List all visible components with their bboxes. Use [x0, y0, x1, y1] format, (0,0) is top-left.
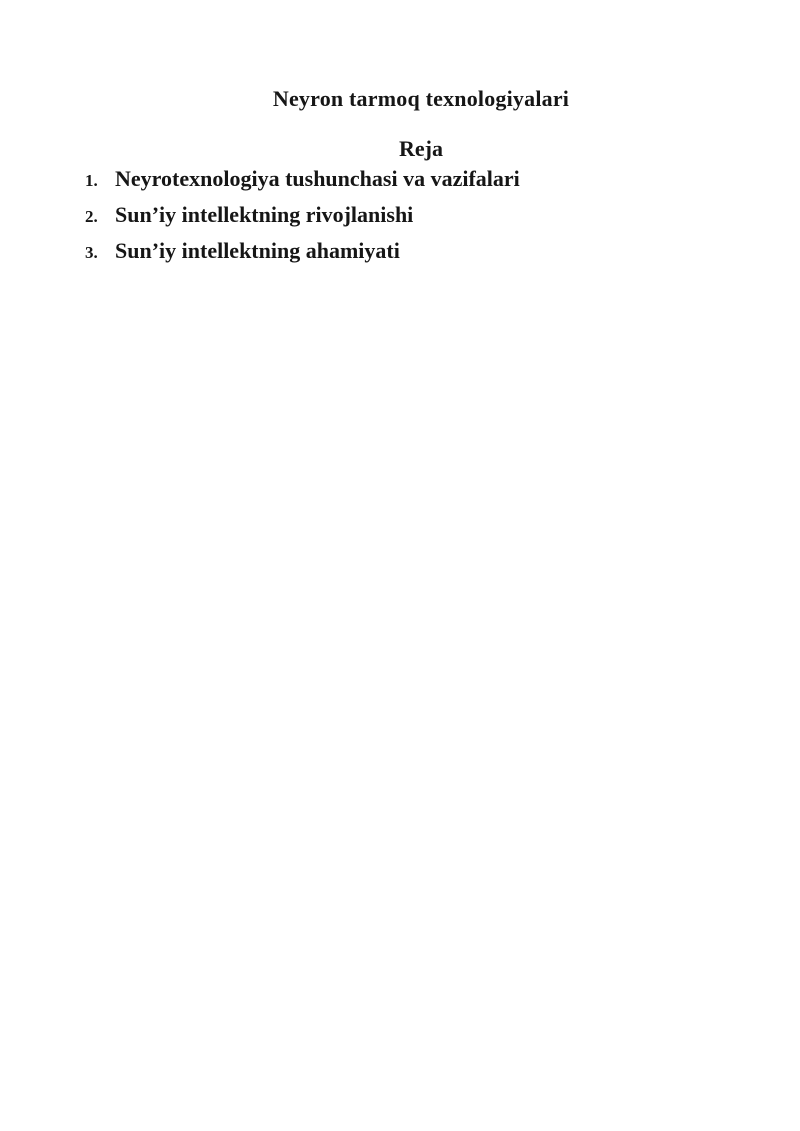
list-item-number: 3. — [85, 243, 98, 262]
plan-list — [85, 166, 757, 274]
plan-heading: Reja — [399, 136, 443, 161]
list-item — [85, 166, 757, 202]
list-item — [85, 238, 757, 274]
document-title: Neyron tarmoq texnologiyalari — [272, 86, 570, 111]
list-item-number: 2. — [85, 207, 98, 226]
list-item-text: Neyrotexnologiya tushunchasi va vazifalari — [115, 166, 520, 191]
list-item-number: 1. — [85, 171, 98, 190]
list-item-text: Sun’iy intellektning rivojlanishi — [115, 202, 414, 227]
list-item-text: Sun’iy intellektning ahamiyati — [115, 238, 400, 263]
list-item — [85, 202, 757, 238]
